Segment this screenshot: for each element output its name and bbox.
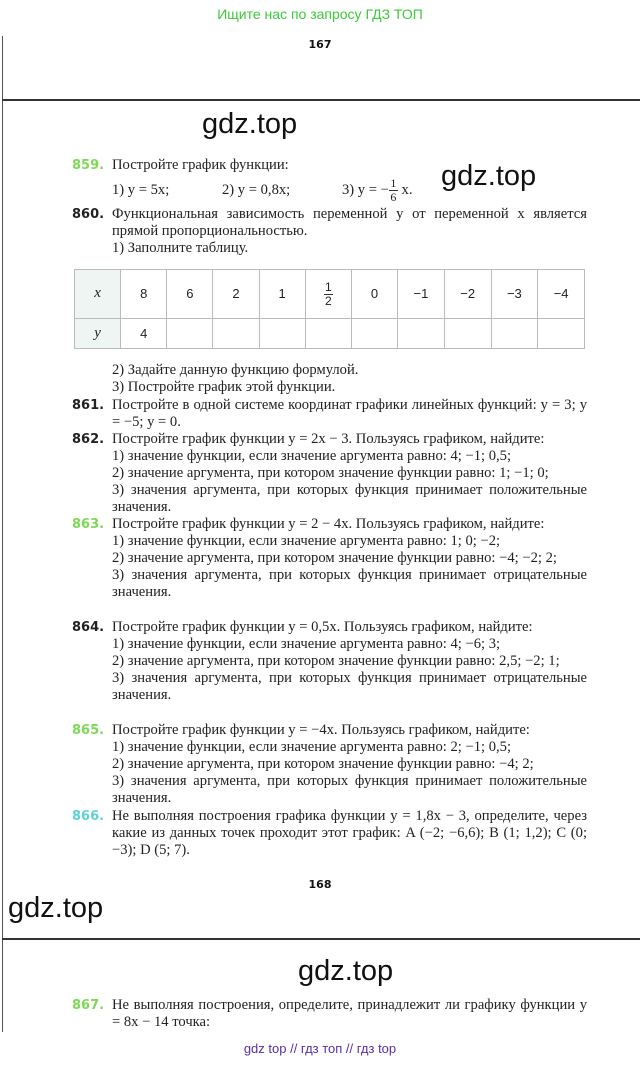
search-banner: Ищите нас по запросу ГДЗ ТОП: [217, 6, 423, 22]
problem-number: 867.: [72, 998, 105, 1013]
problem-864: [72, 619, 587, 704]
step-2: 2) Задайте данную функцию формулой.: [112, 362, 359, 378]
table-cell: [167, 318, 213, 348]
problem-859: [72, 157, 587, 204]
table-cell: −2: [444, 270, 491, 319]
problem-text: Постройте график функции:: [112, 157, 289, 173]
problem-866: [72, 808, 587, 859]
table-cell: 6: [167, 270, 213, 319]
problem-860: [72, 206, 587, 257]
problem-text: Не выполняя построения графика функции y = 1,8x − 3, определите, через какие из данных точек проходит этот график: A (−2; −6,6); B (1; 1,2); C (0; −3); D (5; 7).: [112, 808, 587, 858]
footer-links[interactable]: gdz top // гдз топ // гдз top: [243, 1041, 397, 1056]
item-3: 3) y = −: [342, 181, 389, 198]
problem-867: [72, 997, 587, 1031]
table-cell: [351, 318, 397, 348]
table-cell: [538, 318, 585, 348]
problem-863: [72, 516, 587, 601]
item-1: 1) y = 5x;: [112, 181, 170, 198]
fraction: $\frac{1}{6}$: [390, 176, 397, 204]
table-cell: [305, 318, 351, 348]
problem-number: 863.: [72, 517, 105, 532]
problem-number: 859.: [72, 158, 105, 173]
problem-text: Постройте график функции y = 2 − 4x. Пользуясь графиком, найдите:: [112, 516, 545, 532]
subtask-3: 3) значения аргумента, при которых функция принимает положительные значения.: [112, 773, 587, 806]
page-border-left: [2, 940, 3, 1032]
subtask-3: 3) значения аргумента, при которых функция принимает положительные значения.: [112, 482, 587, 515]
table-cell: −1: [398, 270, 445, 319]
problem-865: [72, 722, 587, 807]
watermark: gdz.top: [202, 108, 298, 140]
values-table: [74, 269, 585, 349]
page-separator: [2, 99, 640, 101]
problem-text: Функциональная зависимость переменной y от переменной x является прямой пропорциональностью.: [112, 206, 587, 239]
subtask-3: 3) значения аргумента, при которых функция принимает отрицательные значения.: [112, 567, 587, 600]
row-label-y: y: [75, 318, 121, 348]
subtask-2: 2) значение аргумента, при котором значение функции равно: 2,5; −2; 1;: [112, 653, 560, 669]
subtask-3: 3) значения аргумента, при которых функция принимает отрицательные значения.: [112, 670, 587, 703]
watermark: gdz.top: [441, 160, 537, 192]
watermark: gdz.top: [298, 955, 394, 987]
subtask-1: 1) значение функции, если значение аргумента равно: 4; −1; 0,5;: [112, 448, 512, 464]
problem-number: 861.: [72, 398, 105, 413]
problem-text: Не выполняя построения, определите, принадлежит ли графику функции y = 8x − 14 точка:: [112, 997, 587, 1030]
table-cell: [213, 318, 259, 348]
table-row-y: [75, 318, 585, 348]
subtask-2: 2) значение аргумента, при котором значение функции равно: 1; −1; 0;: [112, 465, 549, 481]
table-cell: [491, 318, 538, 348]
table-cell: [444, 318, 491, 348]
table-cell: 0: [351, 270, 397, 319]
problem-number: 864.: [72, 620, 105, 635]
table-cell: 2: [213, 270, 259, 319]
problem-text: Постройте график функции y = 2x − 3. Пользуясь графиком, найдите:: [112, 431, 545, 447]
page-number-168: 168: [308, 878, 332, 891]
problem-860-steps: [72, 362, 587, 396]
table-cell: [305, 270, 351, 319]
table-cell: −4: [538, 270, 585, 319]
table-cell: [398, 318, 445, 348]
page-separator: [2, 938, 640, 940]
problem-number: 860.: [72, 207, 105, 222]
table-cell: 4: [121, 318, 167, 348]
subtask-1: 1) значение функции, если значение аргумента равно: 4; −6; 3;: [112, 636, 501, 652]
fraction-half: $\frac{1}{2}$: [324, 280, 332, 309]
table-cell: [259, 318, 305, 348]
subtask-2: 2) значение аргумента, при котором значение функции равно: −4; 2;: [112, 756, 534, 772]
subtask-1: 1) значение функции, если значение аргумента равно: 1; 0; −2;: [112, 533, 501, 549]
problem-number: 862.: [72, 432, 105, 447]
subtask-1: 1) значение функции, если значение аргумента равно: 2; −1; 0,5;: [112, 739, 512, 755]
subtask-2: 2) значение аргумента, при котором значение функции равно: −4; −2; 2;: [112, 550, 557, 566]
problem-text: Постройте график функции y = 0,5x. Пользуясь графиком, найдите:: [112, 619, 533, 635]
row-label-x: x: [75, 270, 121, 319]
problem-862: [72, 431, 587, 516]
problem-861: [72, 397, 587, 431]
problem-text: Постройте в одной системе координат графики линейных функций: y = 3; y = −5; y = 0.: [112, 397, 587, 430]
table-cell: −3: [491, 270, 538, 319]
problem-items: 1) y = 5x; 2) y = 0,8x; 3) y = − $\frac{1}{6}$ x.: [112, 176, 413, 204]
table-cell: 8: [121, 270, 167, 319]
item-2: 2) y = 0,8x;: [222, 181, 291, 198]
page-number-167: 167: [308, 38, 332, 51]
step-1: 1) Заполните таблицу.: [112, 240, 249, 256]
page-border-left: [2, 101, 3, 939]
problem-number: 865.: [72, 723, 105, 738]
watermark: gdz.top: [8, 892, 104, 924]
table-row-x: [75, 270, 585, 319]
step-3: 3) Постройте график этой функции.: [112, 379, 336, 395]
table-cell: 1: [259, 270, 305, 319]
problem-text: Постройте график функции y = −4x. Пользуясь графиком, найдите:: [112, 722, 530, 738]
problem-number: 866.: [72, 809, 105, 824]
